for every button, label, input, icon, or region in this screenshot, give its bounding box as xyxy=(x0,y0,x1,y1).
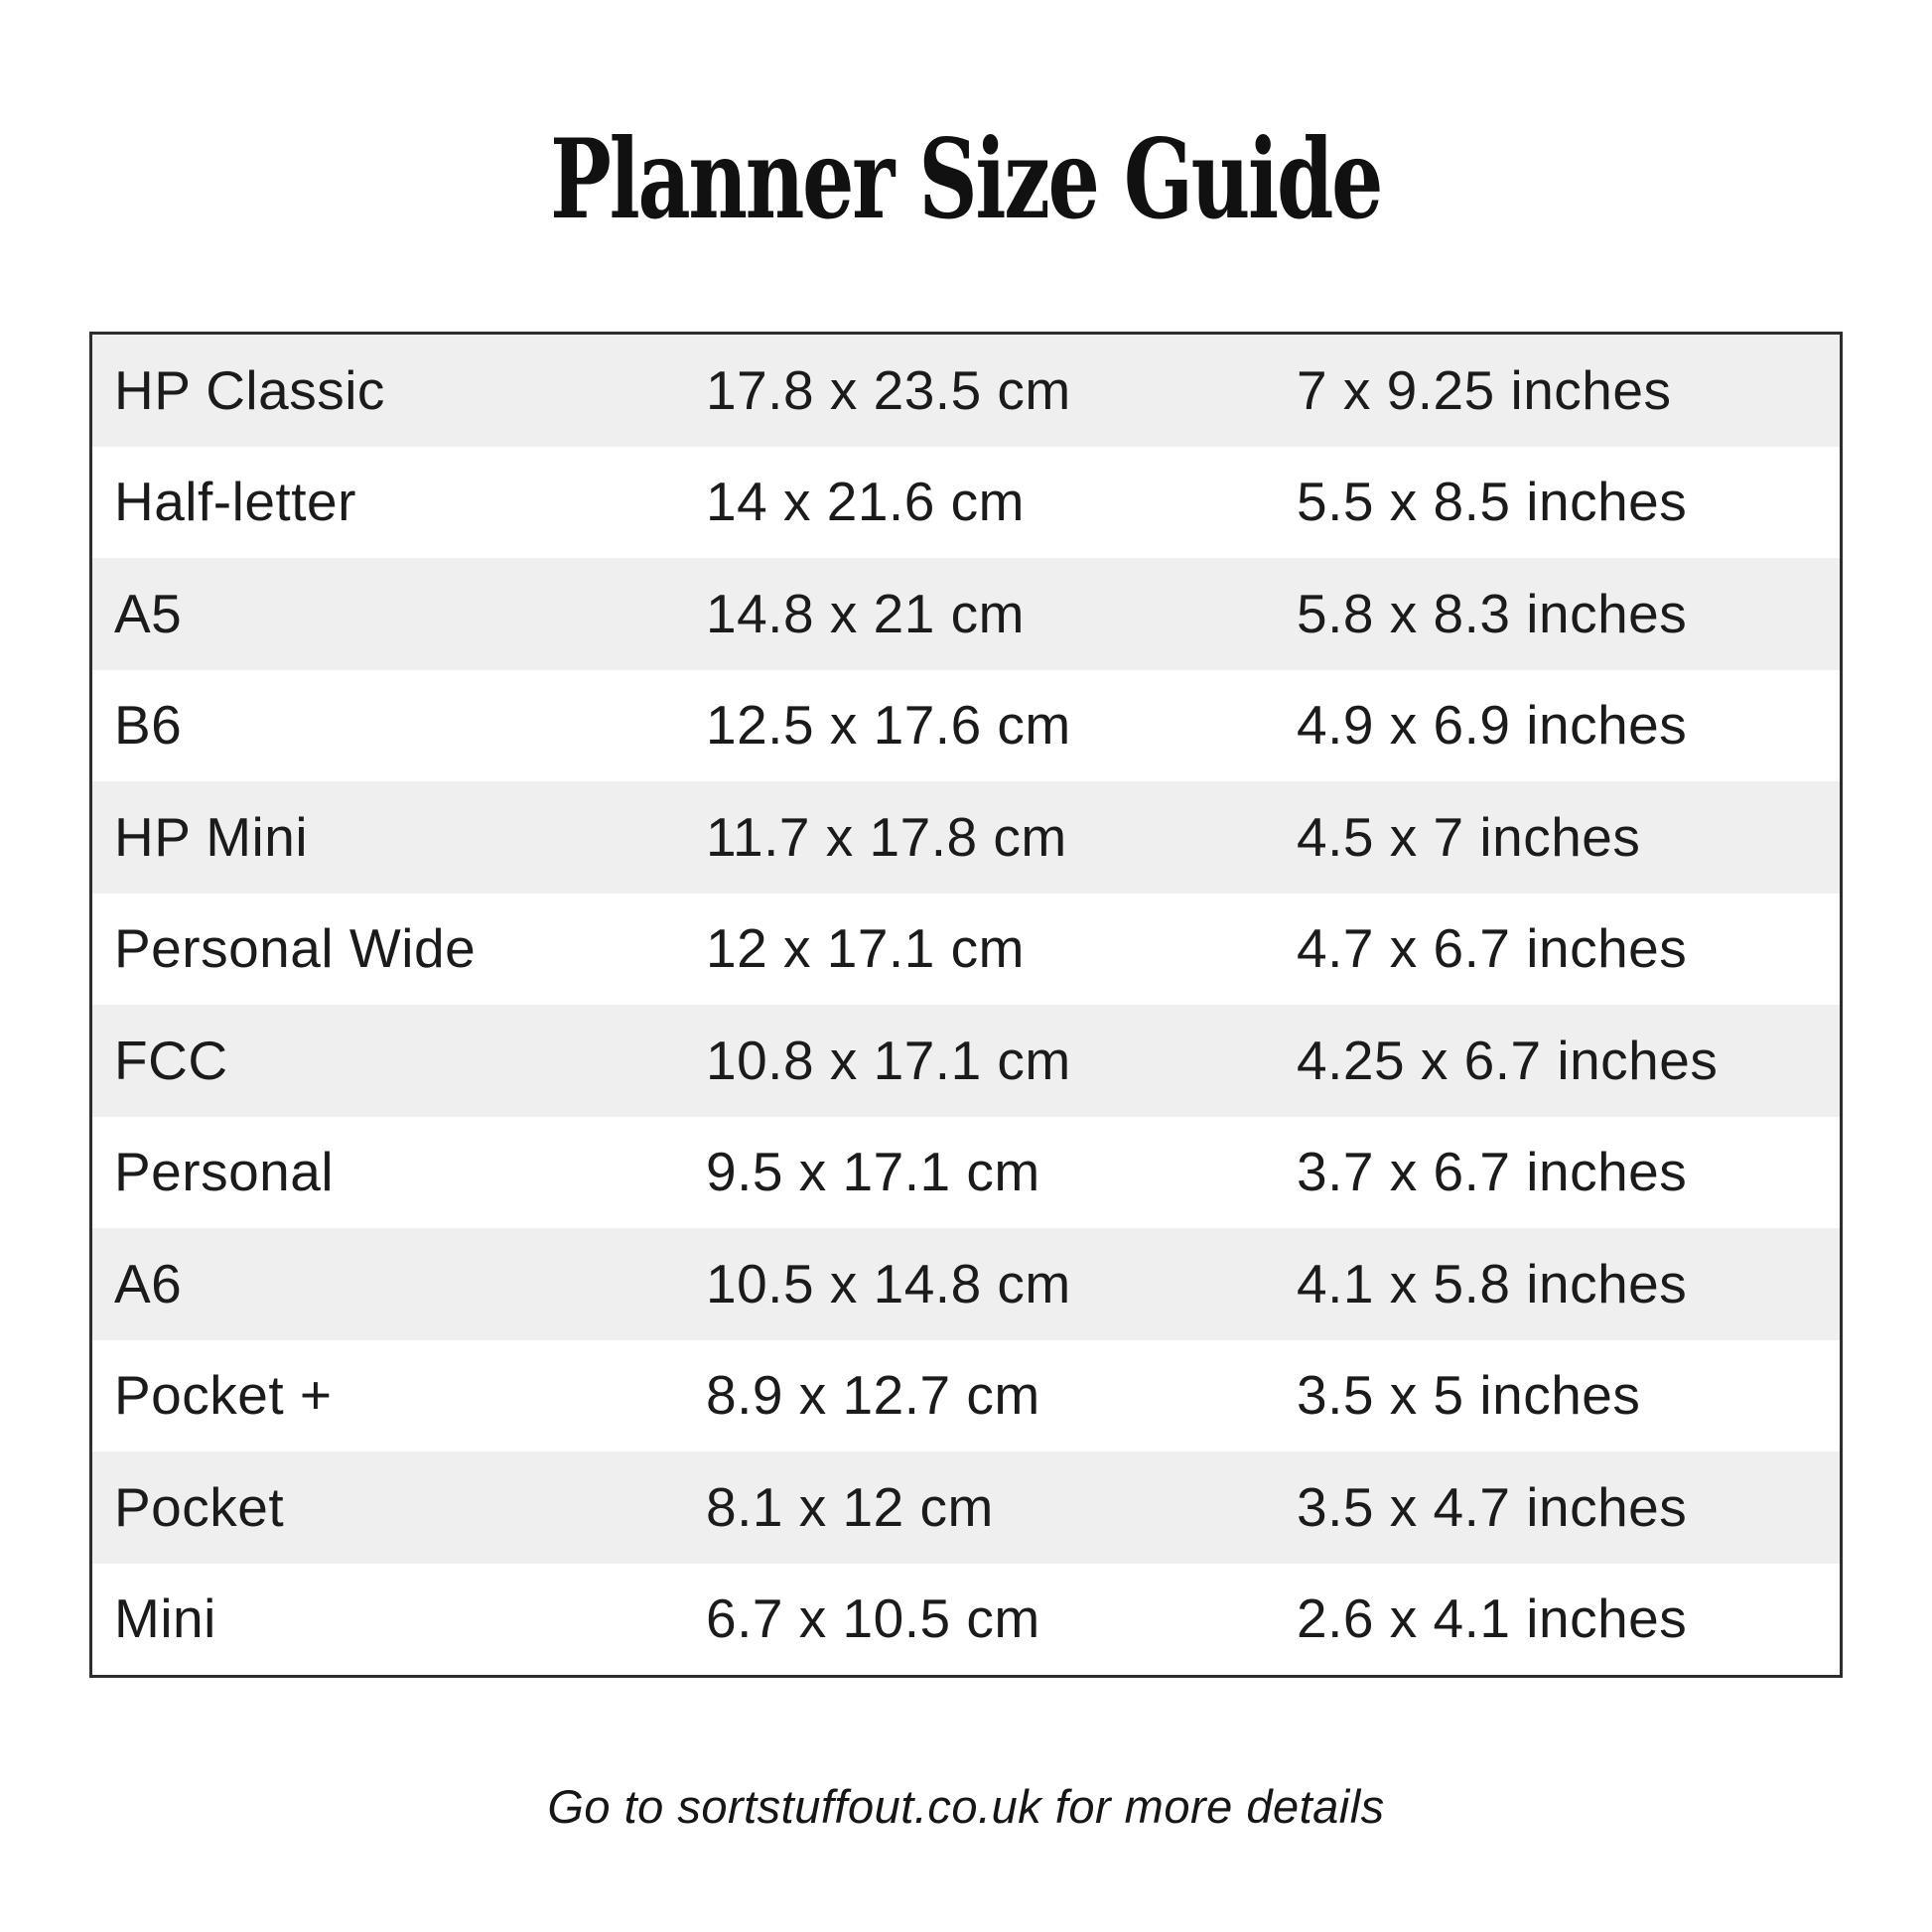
cell-inches: 4.9 x 6.9 inches xyxy=(1297,694,1688,757)
cell-name: Mini xyxy=(114,1587,216,1650)
cell-name: B6 xyxy=(114,694,183,757)
table-row xyxy=(92,335,1840,447)
cell-name: Half-letter xyxy=(114,471,356,533)
table-row xyxy=(92,558,1840,670)
page-title: Planner Size Guide xyxy=(550,115,1382,244)
table-row xyxy=(92,447,1840,559)
table-row xyxy=(92,1005,1840,1117)
cell-inches: 2.6 x 4.1 inches xyxy=(1297,1587,1688,1650)
table-row xyxy=(92,1340,1840,1452)
cell-inches: 4.7 x 6.7 inches xyxy=(1297,917,1688,980)
cell-inches: 3.7 x 6.7 inches xyxy=(1297,1141,1688,1203)
cell-cm: 12 x 17.1 cm xyxy=(706,917,1025,980)
cell-cm: 14 x 21.6 cm xyxy=(706,471,1025,533)
table-row xyxy=(92,1117,1840,1229)
cell-cm: 17.8 x 23.5 cm xyxy=(706,358,1071,421)
table-row xyxy=(92,1451,1840,1564)
cell-inches: 4.5 x 7 inches xyxy=(1297,805,1641,868)
cell-name: Personal xyxy=(114,1141,335,1203)
cell-name: Personal Wide xyxy=(114,917,477,980)
cell-inches: 7 x 9.25 inches xyxy=(1297,358,1672,421)
cell-inches: 3.5 x 4.7 inches xyxy=(1297,1475,1688,1538)
footer xyxy=(0,1779,1932,1834)
cell-name: FCC xyxy=(114,1029,228,1091)
cell-cm: 9.5 x 17.1 cm xyxy=(706,1141,1040,1203)
table-row xyxy=(92,781,1840,894)
table-row xyxy=(92,1228,1840,1340)
table-row xyxy=(92,1564,1840,1676)
cell-cm: 14.8 x 21 cm xyxy=(706,582,1025,644)
cell-inches: 4.1 x 5.8 inches xyxy=(1297,1252,1688,1314)
cell-cm: 10.8 x 17.1 cm xyxy=(706,1029,1071,1091)
cell-cm: 8.9 x 12.7 cm xyxy=(706,1364,1040,1427)
size-table xyxy=(89,332,1843,1678)
header xyxy=(0,0,1932,244)
footer-note: Go to sortstuffout.co.uk for more details xyxy=(547,1780,1385,1834)
cell-name: A6 xyxy=(114,1252,183,1314)
cell-cm: 11.7 x 17.8 cm xyxy=(706,805,1067,868)
cell-cm: 6.7 x 10.5 cm xyxy=(706,1587,1040,1650)
table-row xyxy=(92,670,1840,782)
cell-name: HP Classic xyxy=(114,358,385,421)
cell-cm: 12.5 x 17.6 cm xyxy=(706,694,1071,757)
cell-name: Pocket + xyxy=(114,1364,333,1427)
cell-inches: 3.5 x 5 inches xyxy=(1297,1364,1641,1427)
cell-inches: 4.25 x 6.7 inches xyxy=(1297,1029,1719,1091)
cell-cm: 10.5 x 14.8 cm xyxy=(706,1252,1071,1314)
table-row xyxy=(92,894,1840,1006)
cell-name: HP Mini xyxy=(114,805,309,868)
cell-inches: 5.8 x 8.3 inches xyxy=(1297,582,1688,644)
cell-inches: 5.5 x 8.5 inches xyxy=(1297,471,1688,533)
cell-cm: 8.1 x 12 cm xyxy=(706,1475,994,1538)
cell-name: A5 xyxy=(114,582,183,644)
cell-name: Pocket xyxy=(114,1475,285,1538)
